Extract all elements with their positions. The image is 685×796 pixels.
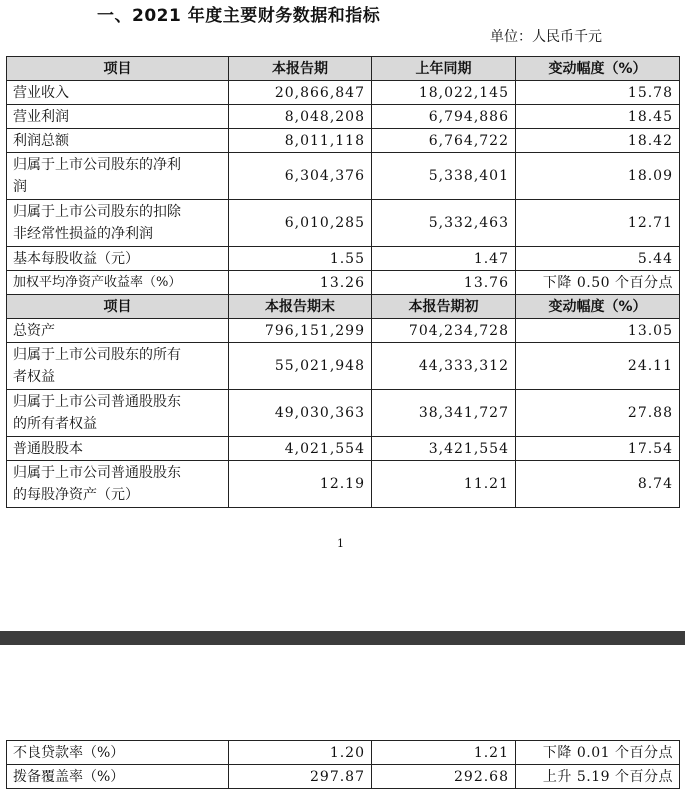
cell-value: 15.78 [516,81,680,105]
cell-value: 18.09 [516,153,680,200]
row-label: 营业利润 [7,105,229,129]
row-label: 不良贷款率（%） [7,741,229,765]
table-row [7,200,680,247]
cell-value: 44,333,312 [372,343,516,390]
cell-value: 6,794,886 [372,105,516,129]
cell-value: 1.47 [372,247,516,271]
header-period-start: 本报告期初 [372,295,516,319]
cell-value: 4,021,554 [229,437,372,461]
cell-value: 796,151,299 [229,319,372,343]
header-prior-period: 上年同期 [372,57,516,81]
table-row [7,741,680,765]
cell-value: 5,338,401 [372,153,516,200]
row-label: 归属于上市公司股东的所有 者权益 [7,343,229,390]
header-item: 项目 [7,57,229,81]
cell-value: 下降 0.50 个百分点 [516,271,680,295]
row-label: 营业收入 [7,81,229,105]
header-change: 变动幅度（%） [516,57,680,81]
cell-value: 13.76 [372,271,516,295]
cell-value: 17.54 [516,437,680,461]
cell-value: 1.55 [229,247,372,271]
cell-value: 12.19 [229,461,372,508]
cell-value: 20,866,847 [229,81,372,105]
cell-value: 6,010,285 [229,200,372,247]
cell-value: 11.21 [372,461,516,508]
cell-value: 704,234,728 [372,319,516,343]
table-row [7,129,680,153]
cell-value: 5,332,463 [372,200,516,247]
row-label: 归属于上市公司普通股股东 的每股净资产（元） [7,461,229,508]
cell-value: 18.45 [516,105,680,129]
table-row [7,271,680,295]
row-label: 拨备覆盖率（%） [7,765,229,789]
table-row [7,105,680,129]
cell-value: 55,021,948 [229,343,372,390]
cell-value: 24.11 [516,343,680,390]
table-row [7,153,680,200]
page-number: 1 [337,537,344,550]
cell-value: 49,030,363 [229,390,372,437]
table-row [7,765,680,789]
financial-data-table [6,56,680,508]
row-label: 总资产 [7,319,229,343]
cell-value: 下降 0.01 个百分点 [516,741,680,765]
row-label: 归属于上市公司股东的净利 润 [7,153,229,200]
row-label: 利润总额 [7,129,229,153]
header-change: 变动幅度（%） [516,295,680,319]
section-title: 一、2021 年度主要财务数据和指标 [97,6,381,26]
cell-value: 上升 5.19 个百分点 [516,765,680,789]
cell-value: 8,011,118 [229,129,372,153]
cell-value: 38,341,727 [372,390,516,437]
row-label: 归属于上市公司普通股股东 的所有者权益 [7,390,229,437]
cell-value: 18.42 [516,129,680,153]
cell-value: 18,022,145 [372,81,516,105]
currency-unit-note: 单位：人民币千元 [490,29,602,45]
cell-value: 5.44 [516,247,680,271]
cell-value: 297.87 [229,765,372,789]
cell-value: 292.68 [372,765,516,789]
cell-value: 3,421,554 [372,437,516,461]
cell-value: 12.71 [516,200,680,247]
asset-quality-table [6,740,680,789]
cell-value: 8,048,208 [229,105,372,129]
cell-value: 8.74 [516,461,680,508]
table-row [7,247,680,271]
cell-value: 6,764,722 [372,129,516,153]
header-item: 项目 [7,295,229,319]
row-label: 基本每股收益（元） [7,247,229,271]
cell-value: 13.05 [516,319,680,343]
table-row [7,390,680,437]
table-row [7,343,680,390]
table-header-row [7,295,680,319]
cell-value: 1.21 [372,741,516,765]
cell-value: 13.26 [229,271,372,295]
page-separator [0,631,685,645]
header-current-period: 本报告期 [229,57,372,81]
cell-value: 6,304,376 [229,153,372,200]
row-label: 加权平均净资产收益率（%） [7,271,229,295]
table-row [7,461,680,508]
row-label: 普通股股本 [7,437,229,461]
table-row [7,81,680,105]
row-label: 归属于上市公司股东的扣除 非经常性损益的净利润 [7,200,229,247]
table-header-row [7,57,680,81]
cell-value: 1.20 [229,741,372,765]
table-row [7,437,680,461]
cell-value: 27.88 [516,390,680,437]
table-row [7,319,680,343]
header-period-end: 本报告期末 [229,295,372,319]
